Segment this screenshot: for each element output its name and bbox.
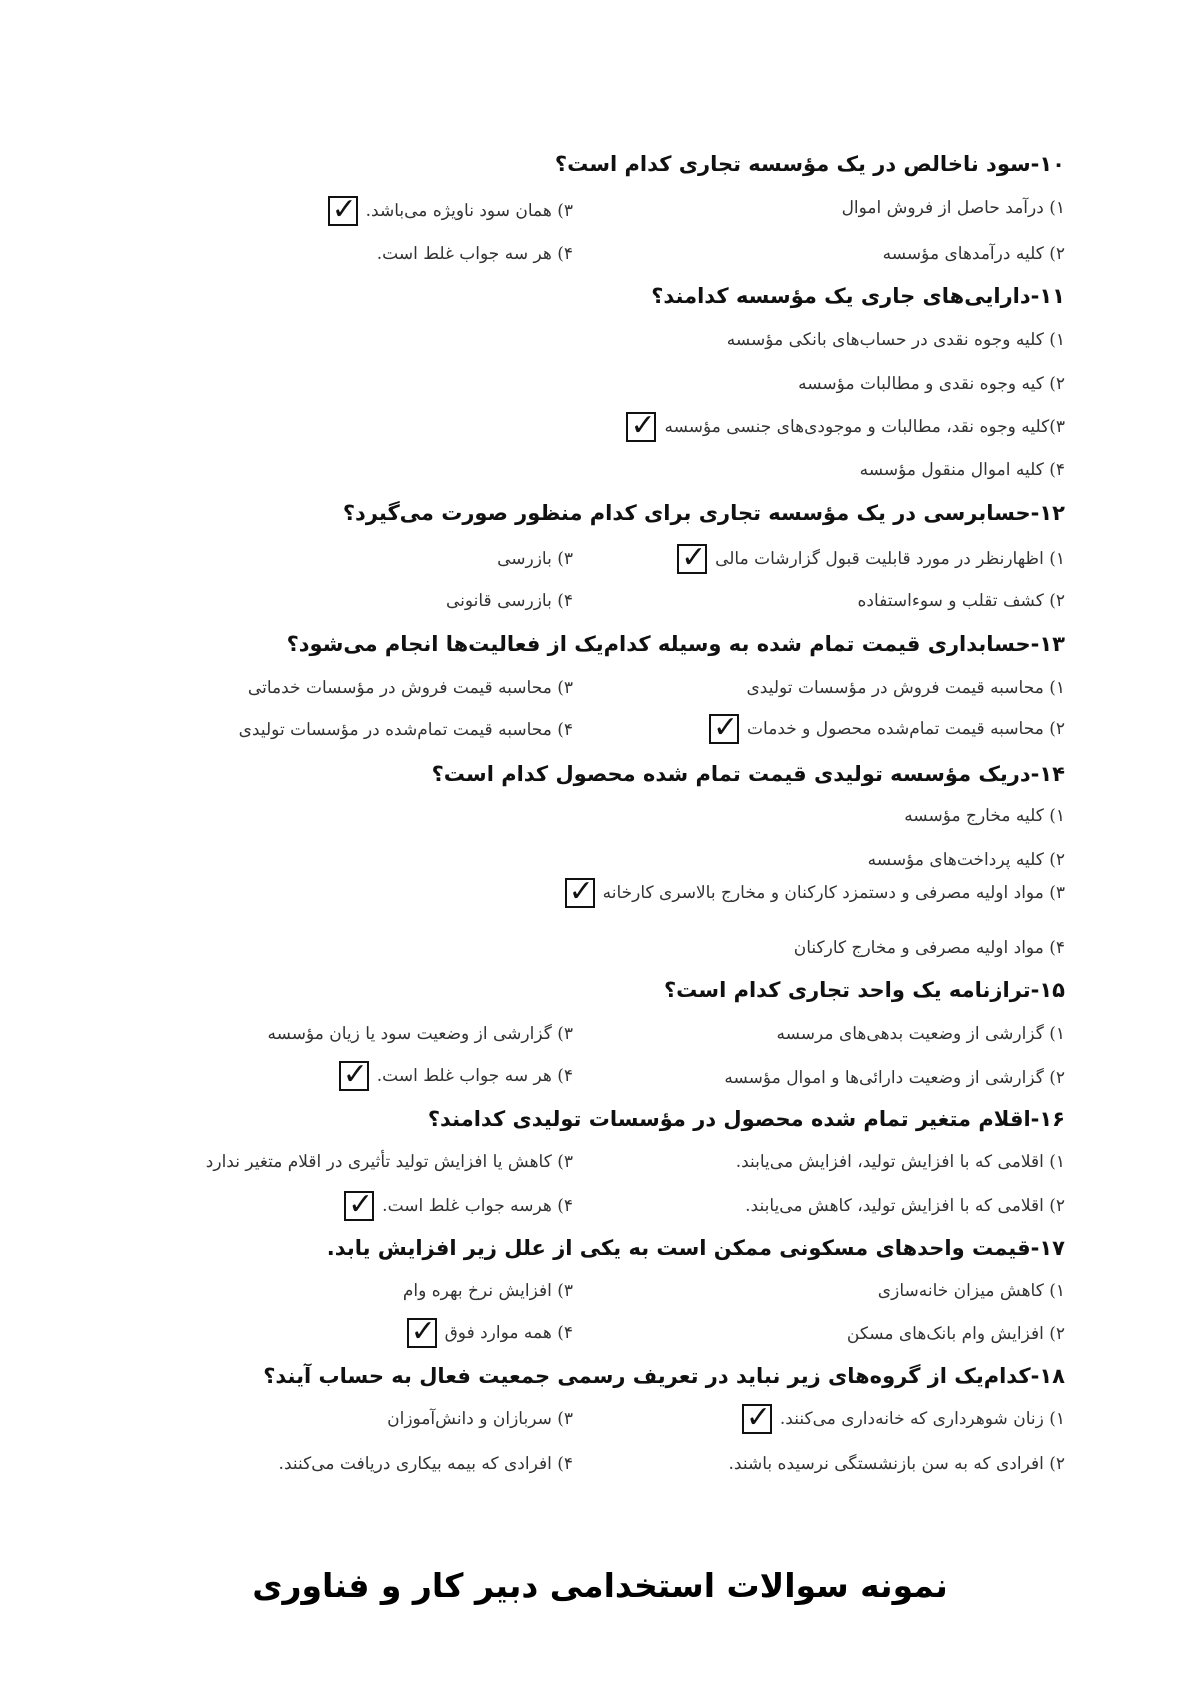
option-3: ۳) مواد اولیه مصرفی و دستمزد کارکنان و مخارج بالاسری کارخانه ✓ (565, 878, 1065, 908)
option-3: ۳) محاسبه قیمت فروش در مؤسسات خدماتی (247, 678, 573, 698)
option-1: ۱) اقلامی که با افزایش تولید، افزایش می‌یابند. (735, 1152, 1065, 1172)
option-3: ۳) افزایش نرخ بهره وام (402, 1281, 573, 1301)
option-4: ۴) هرسه جواب غلط است. ✓ (344, 1191, 573, 1221)
option-2: ۲) افزایش وام بانک‌های مسکن (846, 1324, 1065, 1344)
option-2: ۲) کلیه درآمدهای مؤسسه (882, 244, 1065, 264)
option-1: ۱) درآمد حاصل از فروش اموال (841, 198, 1065, 218)
option-2: ۲) کشف تقلب و سوءاستفاده (857, 591, 1065, 611)
page-title: نمونه سوالات استخدامی دبیر کار و فناوری (252, 1566, 948, 1605)
checkmark-icon (677, 544, 707, 574)
option-1: ۱) کاهش میزان خانه‌سازی (877, 1281, 1065, 1301)
option-1: ۱) کلیه وجوه نقدی در حساب‌های بانکی مؤسسه (726, 330, 1065, 350)
option-1: ۱) گزارشی از وضعیت بدهی‌های مرسسه (776, 1024, 1065, 1044)
option-4: ۴) محاسبه قیمت تمام‌شده در مؤسسات تولیدی (238, 720, 573, 740)
question-title: ۱۵-ترازنامه یک واحد تجاری کدام است؟ (664, 978, 1065, 1002)
option-1: ۱) محاسبه قیمت فروش در مؤسسات تولیدی (746, 678, 1065, 698)
question-title: ۱۰-سود ناخالص در یک مؤسسه تجاری کدام است؟ (554, 152, 1065, 176)
checkmark-icon (709, 714, 739, 744)
option-4: ۴) مواد اولیه مصرفی و مخارج کارکنان (793, 938, 1065, 958)
question-title: ۱۷-قیمت واحدهای مسکونی ممکن است به یکی از علل زیر افزایش یابد. (326, 1236, 1065, 1260)
option-2: ۲) اقلامی که با افزایش تولید، کاهش می‌یابند. (745, 1196, 1065, 1216)
question-title: ۱۲-حسابرسی در یک مؤسسه تجاری برای کدام منظور صورت می‌گیرد؟ (342, 501, 1065, 525)
option-4: ۴) کلیه اموال منقول مؤسسه (859, 460, 1065, 480)
checkmark-icon (328, 196, 358, 226)
option-4: ۴) هر سه جواب غلط است. (376, 244, 573, 264)
question-title: ۱۸-کدام‌یک از گروه‌های زیر نباید در تعریف رسمی جمعیت فعال به حساب آیند؟ (263, 1364, 1065, 1388)
option-3: ۳) کاهش یا افزایش تولید تأثیری در اقلام متغیر ندارد (205, 1152, 573, 1172)
option-1: ۱) زنان شوهرداری که خانه‌داری می‌کنند. ✓ (742, 1404, 1065, 1434)
checkmark-icon (339, 1061, 369, 1091)
option-3: ۳) گزارشی از وضعیت سود یا زیان مؤسسه (267, 1024, 573, 1044)
option-1: ۱) کلیه مخارج مؤسسه (904, 806, 1065, 826)
option-2: ۲) افرادی که به سن بازنشستگی نرسیده باشند. (728, 1454, 1065, 1474)
option-2: ۲) کیه وجوه نقدی و مطالبات مؤسسه (798, 374, 1065, 394)
option-3: ۳) سربازان و دانش‌آموزان (387, 1409, 573, 1429)
checkmark-icon (344, 1191, 374, 1221)
option-2: ۲) کلیه پرداخت‌های مؤسسه (867, 850, 1065, 870)
option-4: ۴) بازرسی قانونی (445, 591, 573, 611)
option-4: ۴) همه موارد فوق ✓ (407, 1318, 573, 1348)
option-3: ۳)کلیه وجوه نقد، مطالبات و موجودی‌های جنسی مؤسسه ✓ (626, 412, 1065, 442)
checkmark-icon (565, 878, 595, 908)
checkmark-icon (407, 1318, 437, 1348)
option-1: ۱) اظهارنظر در مورد قابلیت قبول گزارشات مالی ✓ (677, 544, 1065, 574)
checkmark-icon (742, 1404, 772, 1434)
question-title: ۱۱-دارایی‌های جاری یک مؤسسه کدامند؟ (651, 284, 1065, 308)
option-4: ۴) افرادی که بیمه بیکاری دریافت می‌کنند. (278, 1454, 573, 1474)
option-2: ۲) محاسبه قیمت تمام‌شده محصول و خدمات ✓ (709, 714, 1065, 744)
option-2: ۲) گزارشی از وضعیت دارائی‌ها و اموال مؤسسه (724, 1068, 1065, 1088)
question-title: ۱۶-اقلام متغیر تمام شده محصول در مؤسسات تولیدی کدامند؟ (427, 1107, 1065, 1131)
option-3: ۳) بازرسی (497, 549, 573, 569)
checkmark-icon (626, 412, 656, 442)
question-title: ۱۴-دریک مؤسسه تولیدی قیمت تمام شده محصول کدام است؟ (431, 762, 1065, 786)
question-title: ۱۳-حسابداری قیمت تمام شده به وسیله کدام‌یک از فعالیت‌ها انجام می‌شود؟ (286, 632, 1065, 656)
option-3: ۳) همان سود ناویژه می‌باشد. ✓ (328, 196, 573, 226)
option-4: ۴) هر سه جواب غلط است. ✓ (339, 1061, 573, 1091)
